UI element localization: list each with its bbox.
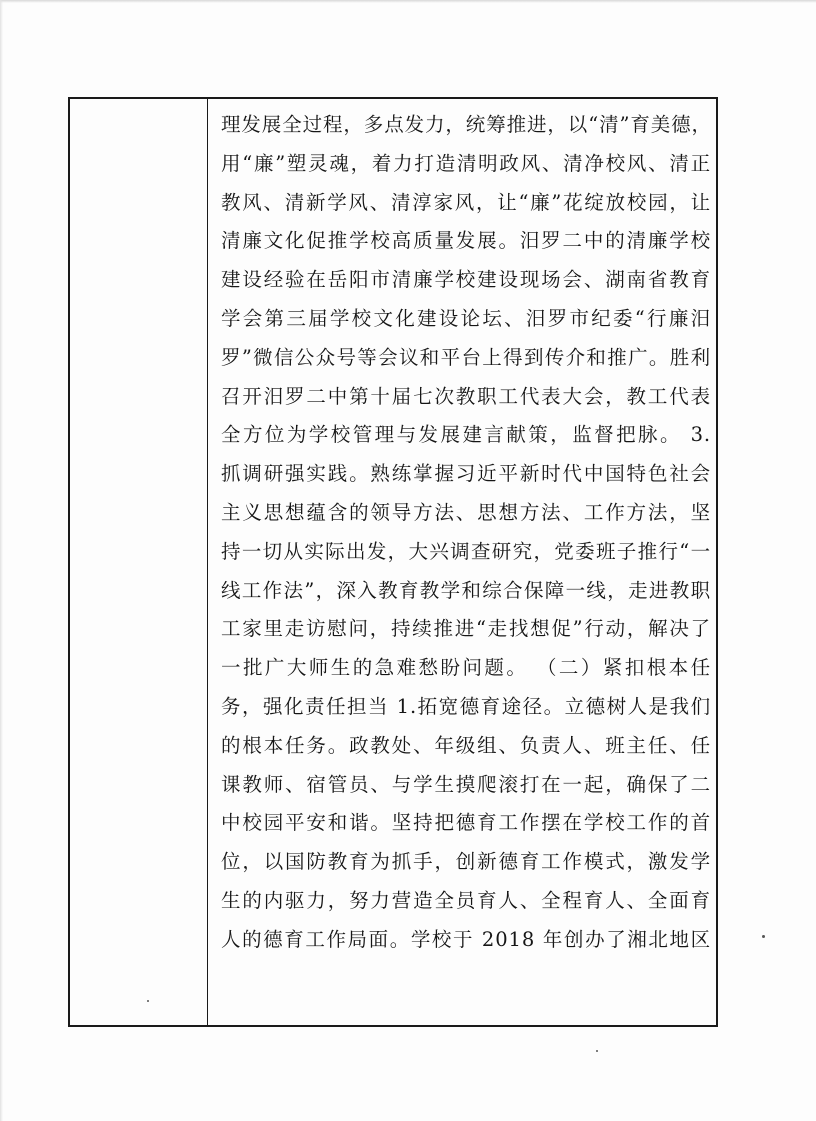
- text-line: 工家里走访慰问，持续推进“走找想促”行动，解决了: [221, 617, 711, 641]
- text-line: 生的内驱力，努力营造全员育人、全程育人、全面育: [221, 888, 711, 912]
- text-line: 一批广大师生的急难愁盼问题。 （二）紧扣根本任: [221, 656, 711, 680]
- text-line: 全方位为学校管理与发展建言献策，监督把脉。 3.: [221, 423, 711, 447]
- text-line: 清廉文化促推学校高质量发展。汨罗二中的清廉学校: [221, 229, 711, 253]
- text-line: 务，强化责任担当 1.拓宽德育途径。立德树人是我们: [221, 694, 711, 718]
- text-line: 的根本任务。政教处、年级组、负责人、班主任、任: [221, 733, 711, 757]
- label-column: [70, 99, 208, 1025]
- form-table: [68, 97, 718, 1027]
- text-line: 理发展全过程，多点发力，统筹推进，以“清”育美德，: [221, 113, 712, 136]
- text-line: 线工作法”，深入教育教学和综合保障一线，走进教职: [221, 578, 711, 602]
- text-line: 人的德育工作局面。学校于 2018 年创办了湘北地区: [221, 927, 711, 951]
- scan-speck: [596, 1050, 598, 1052]
- text-line: 用“廉”塑灵魂，着力打造清明政风、清净校风、清正: [221, 151, 711, 175]
- scan-speck: [147, 1000, 149, 1002]
- text-line: 召开汨罗二中第十届七次教职工代表大会，教工代表: [221, 384, 711, 408]
- content-cell: [209, 99, 716, 1025]
- text-line: 持一切从实际出发，大兴调查研究，党委班子推行“一: [221, 539, 711, 563]
- text-line: 课教师、宿管员、与学生摸爬滚打在一起，确保了二: [221, 772, 711, 796]
- text-line: 教风、清新学风、清淳家风，让“廉”花绽放校园，让: [221, 190, 711, 214]
- text-line: 位，以国防教育为抓手，创新德育工作模式，激发学: [221, 850, 711, 874]
- text-line: 学会第三届学校文化建设论坛、汨罗市纪委“行廉汨: [221, 306, 711, 330]
- text-line: 抓调研强实践。熟练掌握习近平新时代中国特色社会: [221, 462, 711, 486]
- scan-edge-top: [0, 0, 816, 3]
- text-line: 中校园平安和谐。坚持把德育工作摆在学校工作的首: [221, 811, 711, 835]
- body-paragraph: [221, 106, 711, 960]
- scan-edge-left: [0, 0, 3, 1121]
- text-line: 罗”微信公众号等会议和平台上得到传介和推广。胜利: [221, 345, 711, 369]
- text-line: 建设经验在岳阳市清廉学校建设现场会、湖南省教育: [221, 268, 711, 292]
- scan-speck: [762, 935, 765, 938]
- text-line: 主义思想蕴含的领导方法、思想方法、工作方法，坚: [221, 500, 711, 524]
